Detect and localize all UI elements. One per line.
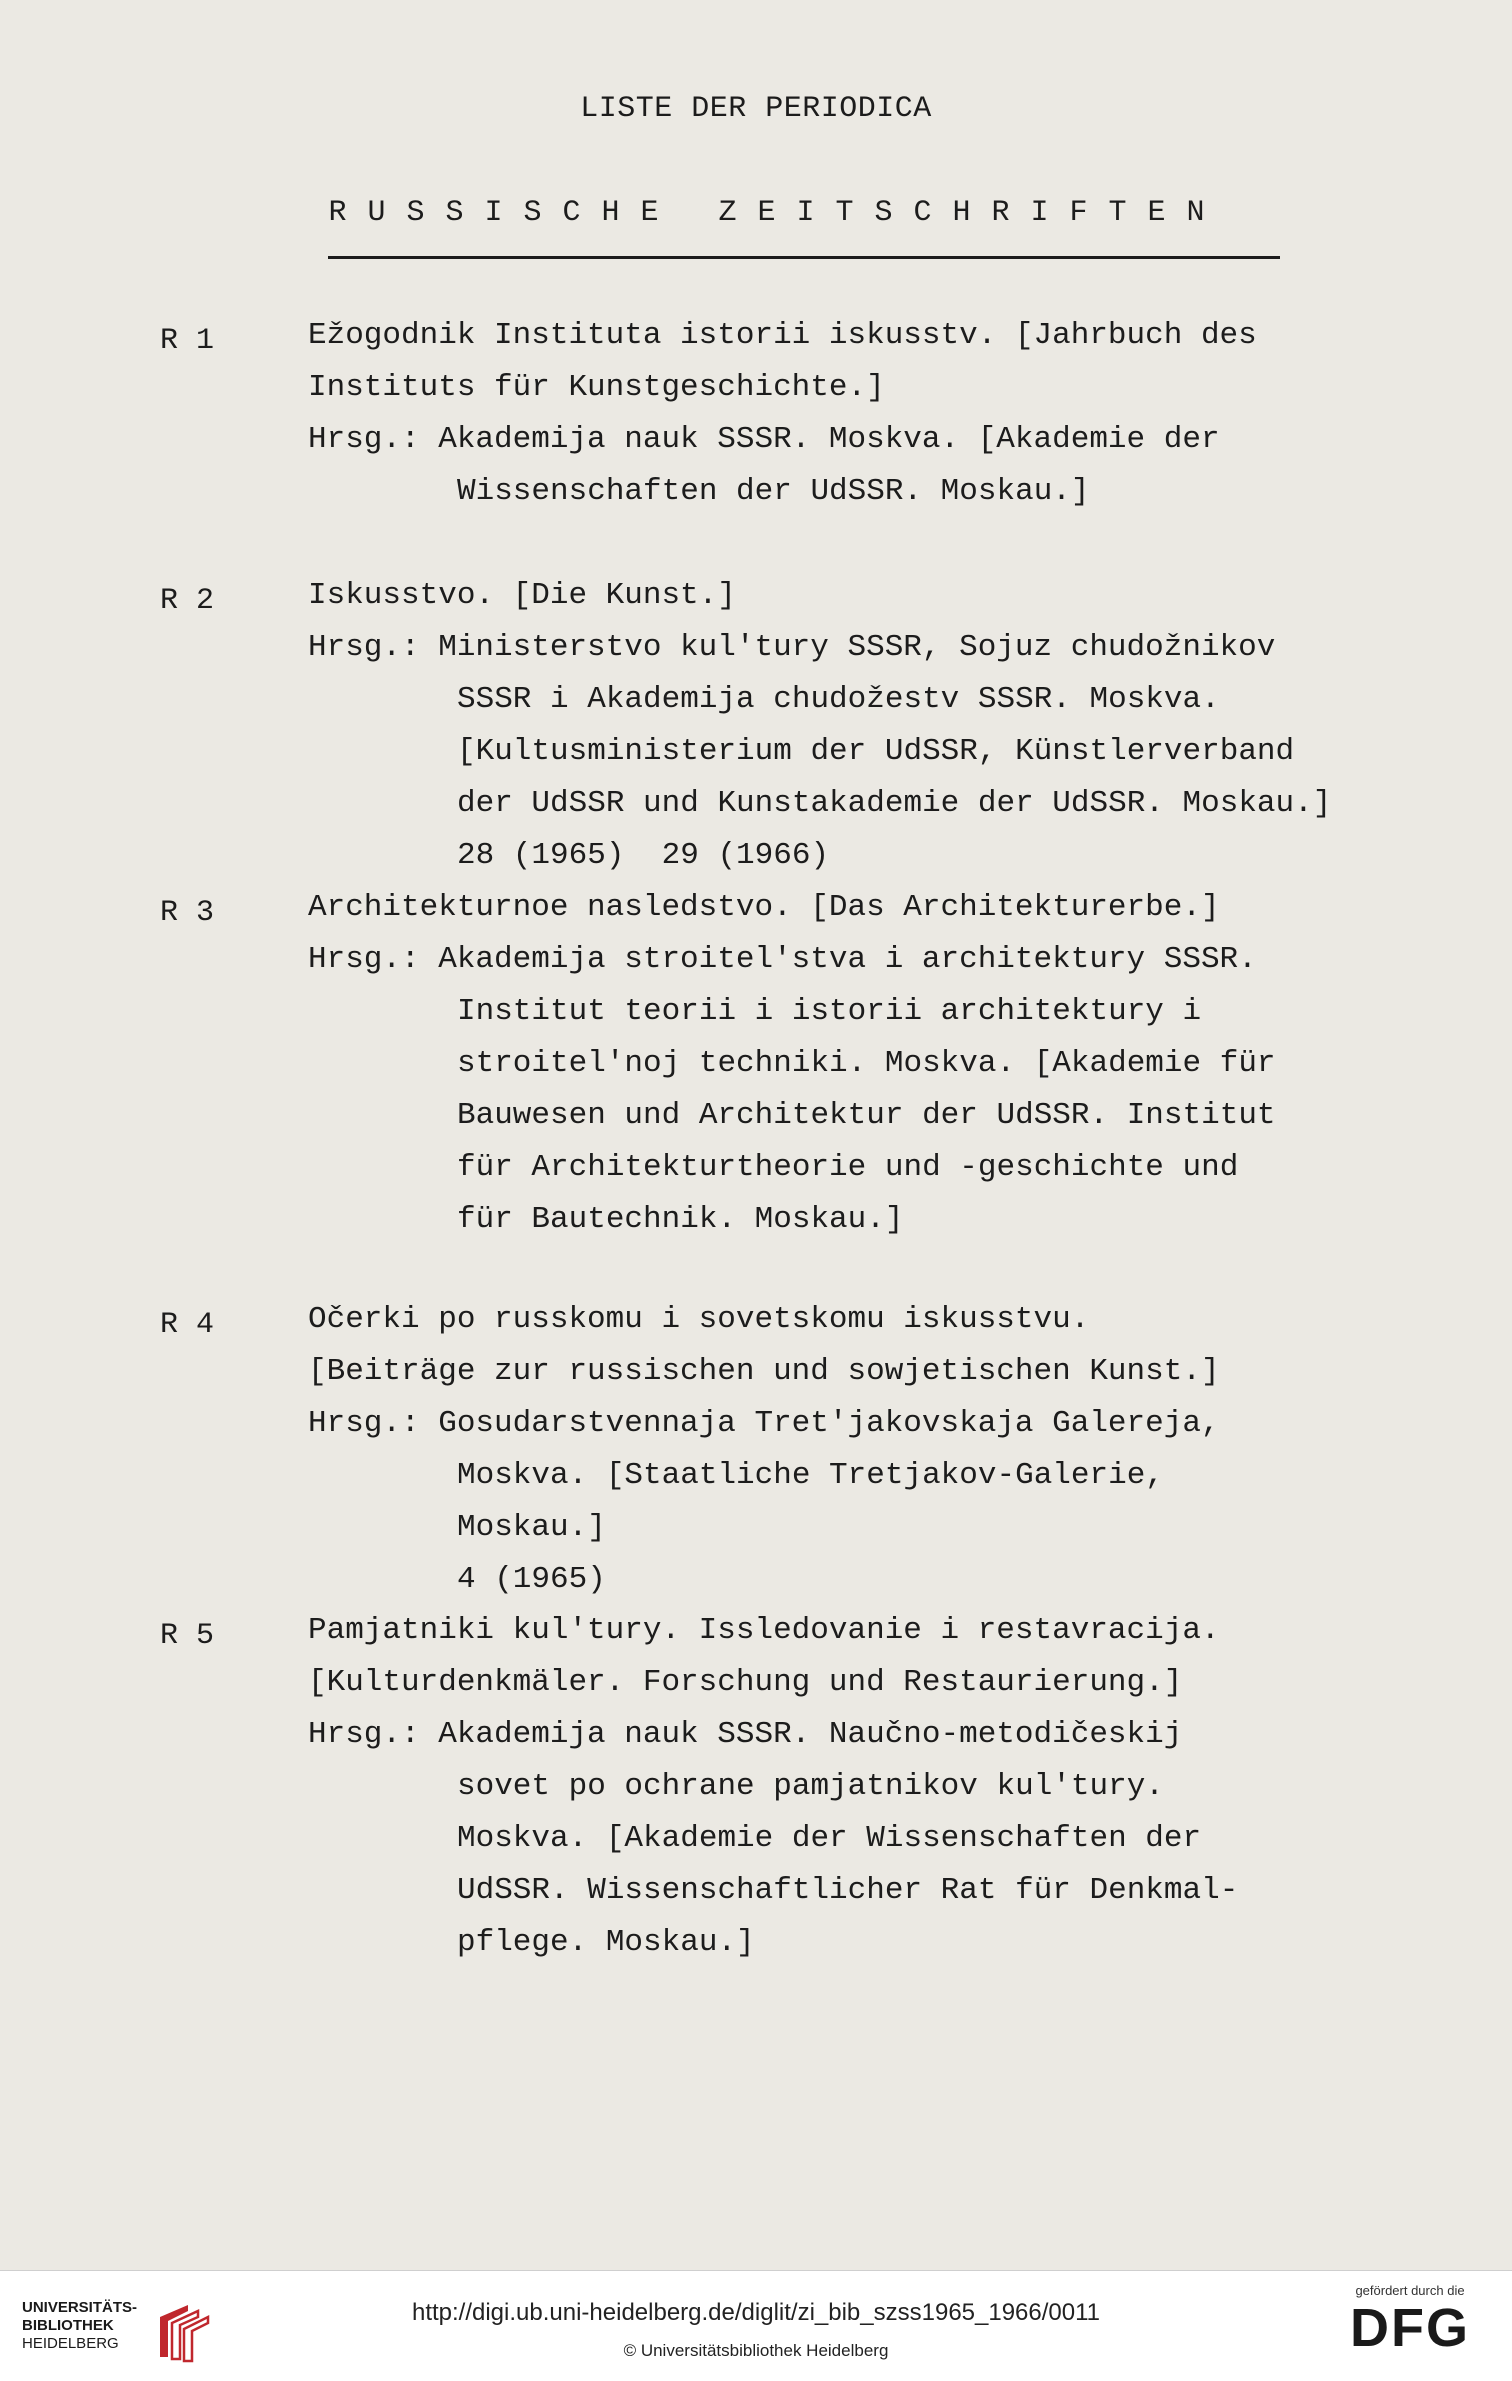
- entry-line: Hrsg.: Akademija stroitel'stva i architektury SSSR.: [308, 942, 1257, 977]
- entry-line: 4 (1965): [457, 1562, 606, 1597]
- dfg-logo[interactable]: [1330, 2283, 1490, 2373]
- dfg-logo-text: DFG: [1350, 2298, 1470, 2358]
- entry-line: pflege. Moskau.]: [457, 1925, 755, 1960]
- entry-code: R 2: [160, 584, 215, 618]
- library-name-line1: UNIVERSITÄTS-: [22, 2299, 138, 2316]
- entry-line: SSSR i Akademija chudožestv SSSR. Moskva.: [457, 682, 1220, 717]
- entry-line: [Kultusministerium der UdSSR, Künstlerverband: [457, 734, 1295, 769]
- entry-line: Hrsg.: Ministerstvo kul'tury SSSR, Sojuz chudožnikov: [308, 630, 1276, 665]
- entry-line: Architekturnoe nasledstvo. [Das Architekturerbe.]: [308, 890, 1220, 925]
- entry-line: für Bautechnik. Moskau.]: [457, 1202, 904, 1237]
- section-underline: [328, 256, 1280, 259]
- entry-line: 28 (1965) 29 (1966): [457, 838, 830, 873]
- entry-line: Wissenschaften der UdSSR. Moskau.]: [457, 474, 1090, 509]
- entry-line: Bauwesen und Architektur der UdSSR. Institut: [457, 1098, 1276, 1133]
- entry-code: R 3: [160, 896, 215, 930]
- entry-line: Institut teorii i istorii architektury i: [457, 994, 1202, 1029]
- entry-code: R 5: [160, 1619, 215, 1653]
- entry-line: Moskva. [Akademie der Wissenschaften der: [457, 1821, 1202, 1856]
- entry-line: Pamjatniki kul'tury. Issledovanie i restavracija.: [308, 1613, 1220, 1648]
- library-name-line3: HEIDELBERG: [22, 2335, 119, 2352]
- entry-line: Iskusstvo. [Die Kunst.]: [308, 578, 736, 613]
- entry-code: R 4: [160, 1308, 215, 1342]
- entry-line: für Architekturtheorie und -geschichte und: [457, 1150, 1239, 1185]
- library-name-line2: BIBLIOTHEK: [22, 2317, 114, 2334]
- entry-line: stroitel'noj techniki. Moskva. [Akademie für: [457, 1046, 1276, 1081]
- section-title: RUSSISCHE ZEITSCHRIFTEN: [328, 196, 1226, 230]
- entry-line: Ežogodnik Instituta istorii iskusstv. [Jahrbuch des: [308, 318, 1257, 353]
- entry-code: R 1: [160, 324, 215, 358]
- copyright-notice: © Universitätsbibliothek Heidelberg: [623, 2341, 889, 2360]
- entry-line: Hrsg.: Akademija nauk SSSR. Moskva. [Akademie der: [308, 422, 1220, 457]
- entry-line: Očerki po russkomu i sovetskomu iskusstvu.: [308, 1302, 1090, 1337]
- entry-line: [Beiträge zur russischen und sowjetischen Kunst.]: [308, 1354, 1220, 1389]
- funding-note: gefördert durch die: [1355, 2283, 1465, 2298]
- entry-line: [Kulturdenkmäler. Forschung und Restaurierung.]: [308, 1665, 1183, 1700]
- entry-line: UdSSR. Wissenschaftlicher Rat für Denkmal-: [457, 1873, 1239, 1908]
- entry-line: der UdSSR und Kunstakademie der UdSSR. Moskau.]: [457, 786, 1332, 821]
- entry-line: Moskau.]: [457, 1510, 606, 1545]
- document-title: LISTE DER PERIODICA: [580, 92, 932, 126]
- entry-line: Moskva. [Staatliche Tretjakov-Galerie,: [457, 1458, 1164, 1493]
- permalink-url[interactable]: http://digi.ub.uni-heidelberg.de/diglit/zi_bib_szss1965_1966/0011: [411, 2299, 1101, 2326]
- entry-line: Hrsg.: Gosudarstvennaja Tret'jakovskaja Galereja,: [308, 1406, 1220, 1441]
- entry-line: Hrsg.: Akademija nauk SSSR. Naučno-metodičeskij: [308, 1717, 1183, 1752]
- entry-line: sovet po ochrane pamjatnikov kul'tury.: [457, 1769, 1164, 1804]
- entry-line: Instituts für Kunstgeschichte.]: [308, 370, 885, 405]
- footer-bar: [0, 2270, 1512, 2381]
